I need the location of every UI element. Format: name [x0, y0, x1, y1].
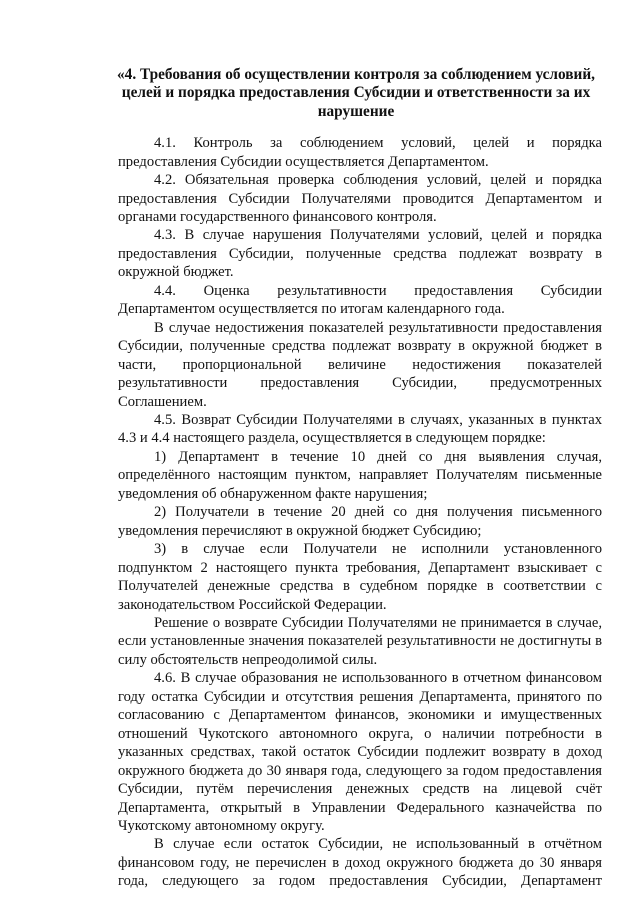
paragraph-line: предоставления Субсидии осуществляется Департаментом. [118, 153, 489, 170]
paragraph-line: финансовом году, не перечислен в доход окружного бюджета до 30 января [118, 854, 602, 871]
paragraph-line: предоставления Субсидии Получателями проводится Департаментом и [118, 190, 602, 207]
paragraph-line: 1) Департамент в течение 10 дней со дня выявления случая, [154, 448, 602, 465]
paragraph-line: Департамента, открытый в Управлении Федерального казначейства по [118, 799, 602, 816]
paragraph-line: 4.3 и 4.4 настоящего раздела, осуществляется в следующем порядке: [118, 430, 546, 447]
paragraph-line: 4.3. В случае нарушения Получателями условий, целей и порядка [154, 227, 602, 244]
paragraph-line: Субсидии, полученные средства подлежат возврату в окружной бюджет в [118, 338, 602, 355]
paragraph-line: Получателей денежные средства в судебном порядке в соответствии с [118, 578, 602, 595]
paragraph-line: Решение о возврате Субсидии Получателями не принимается в случае, [154, 615, 602, 631]
paragraph-line: силу обстоятельств непреодолимой силы. [118, 651, 378, 668]
paragraph-line: 3) в случае если Получатели не исполнили установленного [154, 541, 602, 558]
paragraph-line: Департаментом осуществляется по итогам календарного года. [118, 301, 505, 318]
paragraph [118, 411, 602, 448]
title-line: «4. Требования об осуществлении контроля за соблюдением условий, [117, 66, 595, 83]
paragraph [118, 540, 602, 614]
paragraph-line: если установленные значения показателей результативности не достигнуты в [118, 633, 602, 650]
paragraph-line: части, пропорциональной величине недостижения показателей [118, 356, 602, 373]
paragraph [118, 448, 602, 503]
paragraph [118, 171, 602, 226]
paragraph-line: отношений Чукотского автономного округа, о наличии потребности в [118, 725, 602, 742]
paragraph-line: уведомления перечисляют в окружной бюджет Субсидию; [118, 522, 482, 539]
paragraph-line: Субсидии, путём перечисления денежных средств на лицевой счёт [118, 781, 602, 798]
paragraph [118, 503, 602, 540]
title-line: целей и порядка предоставления Субсидии и ответственности за их [121, 84, 591, 102]
paragraph-line: В случае если остаток Субсидии, не использованный в отчётном [154, 836, 602, 853]
paragraph-line: определённого настоящим пунктом, направляет Получателям письменные [118, 467, 602, 484]
section-title [110, 66, 602, 121]
paragraph-line: Чукотскому автономному округу. [118, 817, 325, 834]
paragraph [118, 282, 602, 319]
paragraph-line: 4.2. Обязательная проверка соблюдения условий, целей и порядка [154, 172, 602, 189]
paragraph-line: года, следующего за годом предоставления Субсидии, Департамент [118, 873, 602, 890]
paragraph-line: указанных средствах, такой остаток Субсидии подлежит возврату в доход [118, 744, 602, 761]
paragraph-line: органами государственного финансового контроля. [118, 209, 437, 226]
paragraph-line: результативности предоставления Субсидии, предусмотренных Соглашением. [118, 375, 602, 410]
paragraph-line: уведомления об обнаруженном факте нарушения; [118, 485, 428, 502]
paragraph-line: окружной бюджет. [118, 264, 234, 281]
paragraph-line: 2) Получатели в течение 20 дней со дня получения письменного [154, 504, 602, 521]
paragraph-line: согласованию с Департаментом финансов, экономики и имущественных [118, 707, 602, 724]
paragraph [118, 669, 602, 835]
paragraph-line: 4.5. Возврат Субсидии Получателями в случаях, указанных в пунктах [154, 412, 602, 429]
document-body [118, 134, 602, 891]
paragraph-line: 4.1. Контроль за соблюдением условий, целей и порядка [154, 135, 602, 152]
paragraph [118, 226, 602, 281]
paragraph [118, 835, 602, 890]
paragraph-line: законодательством Российской Федерации. [118, 596, 387, 613]
paragraph [118, 319, 602, 411]
paragraph [118, 134, 602, 171]
paragraph-line: 4.6. В случае образования не использованного в отчетном финансовом [154, 670, 602, 687]
paragraph-line: предоставления Субсидии, полученные средства подлежат возврату в [118, 245, 602, 262]
paragraph-line: году остатка Субсидии и отсутствия решения Департамента, принятого по [118, 688, 602, 705]
paragraph-line: окружного бюджета до 30 января года, следующего за годом предоставления [118, 762, 602, 779]
title-line: нарушение [317, 102, 395, 120]
paragraph-line: 4.4. Оценка результативности предоставления Субсидии [154, 282, 602, 299]
paragraph [118, 614, 602, 669]
paragraph-line: В случае недостижения показателей результативности предоставления [154, 319, 602, 336]
paragraph-line: подпунктом 2 настоящего пункта требования, Департамент взыскивает с [118, 559, 602, 576]
